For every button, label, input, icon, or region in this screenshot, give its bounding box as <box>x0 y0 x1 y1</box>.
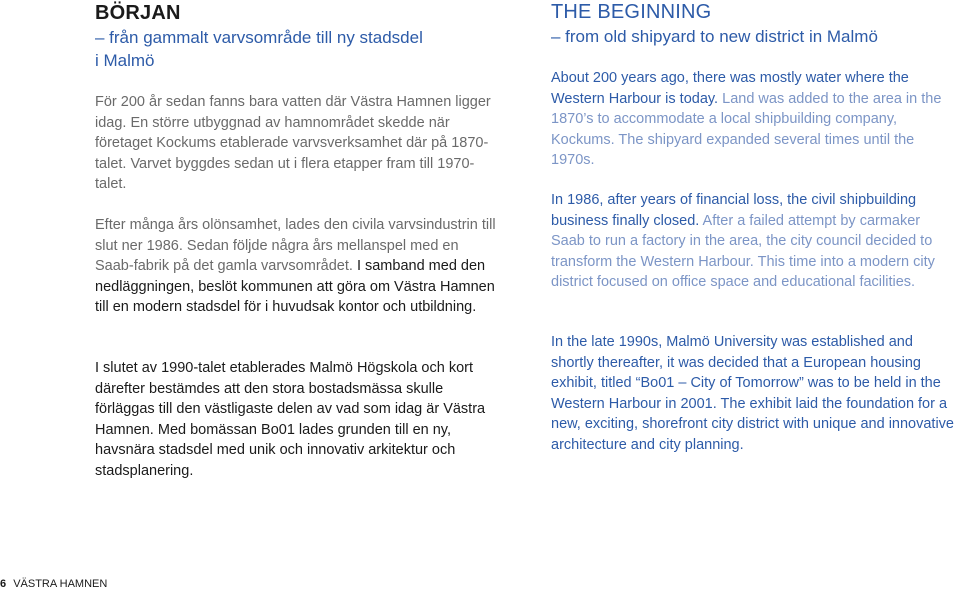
english-paragraph-2 <box>551 190 956 293</box>
swedish-p2-light-text: Efter många års olönsamhet, lades den civila varvsindustrin till slut ner 1986. Sedan följde några års mellanspel med en Saab-fabrik på det gamla varvsområdet. <box>95 217 496 275</box>
english-p1-light-text: Land was added to the area in the 1870’s to accommodate a local shipbuilding company, Kockums. The shipyard expanded several times until the 1970s. <box>551 90 942 169</box>
swedish-p1-text: För 200 år sedan fanns bara vatten där Västra Hamnen ligger idag. En större utbyggnad av hamnområdet skedde när företaget Kockums etablerade varvsverksamhet där på 1870-talet. Varvet byggdes sedan ut i flera etapper fram till 1970-talet. <box>95 94 491 193</box>
page-footer <box>0 578 107 590</box>
english-paragraph-3 <box>551 332 956 456</box>
swedish-p2-dark-text: I samband med den nedläggningen, beslöt kommunen att göra om Västra Hamnen till en modern stadsdel för i huvudsak kontor och utbildning. <box>95 258 495 316</box>
english-p2-dark-text: In 1986, after years of financial loss, the civil shipbuilding business finally closed. <box>551 192 917 229</box>
english-paragraph-1 <box>551 68 956 171</box>
page-number: 6 <box>0 578 7 590</box>
english-p2-light-text: After a failed attempt by carmaker Saab to run a factory in the area, the city council decided to transform the Western Harbour. This time into a modern city district focused on office space and educational facilities. <box>551 212 935 291</box>
swedish-paragraph-2 <box>95 215 500 318</box>
swedish-paragraph-3 <box>95 358 500 482</box>
swedish-subtitle: – från gammalt varvsområde till ny stadsdel i Malmö <box>95 28 423 70</box>
english-p1-dark-text: About 200 years ago, there was mostly water where the Western Harbour is today. <box>551 70 909 107</box>
section-name: VÄSTRA HAMNEN <box>13 578 108 590</box>
english-subtitle: – from old shipyard to new district in Malmö <box>551 27 878 46</box>
swedish-title: BÖRJAN <box>95 2 181 24</box>
swedish-paragraph-1 <box>95 92 500 195</box>
english-p3-text: In the late 1990s, Malmö University was established and shortly thereafter, it was decided that a European housing exhibit, titled “Bo01 – City of Tomorrow” was to be held in the Western Harbour in 2001. The exhibit laid the foundation for a new, exciting, shorefront city district with unique and innovative architecture and city planning. <box>551 334 954 453</box>
english-title: THE BEGINNING <box>551 1 712 23</box>
swedish-p3-text: I slutet av 1990-talet etablerades Malmö Högskola och kort därefter bestämdes att den stora bostadsmässa skulle förläggas till den västligaste delen av vad som idag är Västra Hamnen. Med bomässan Bo01 lades grunden till en ny, havsnära stadsdel med unik och innovativ arkitektur och stadsplanering. <box>95 360 486 479</box>
